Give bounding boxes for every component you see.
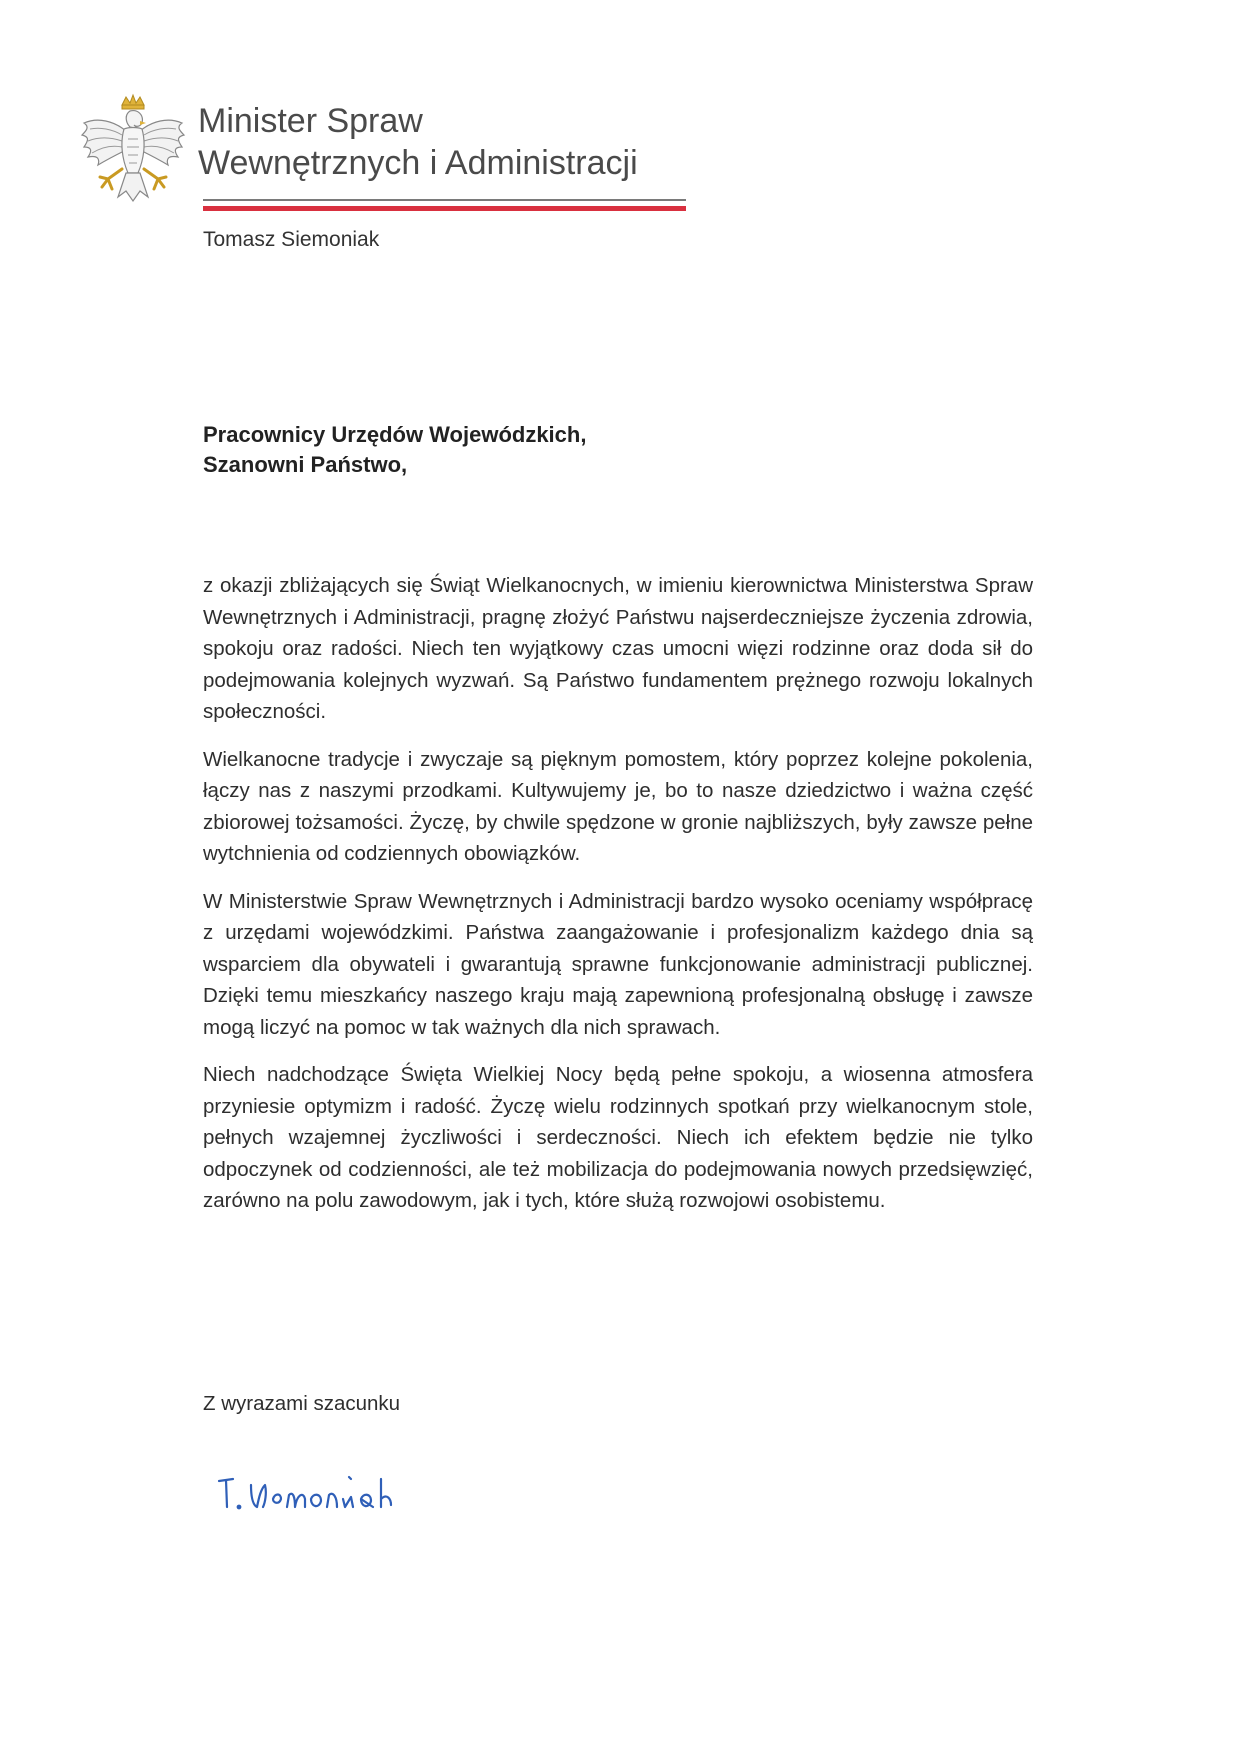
eagle-emblem-icon: [78, 93, 188, 215]
closing-text: Z wyrazami szacunku: [203, 1392, 401, 1415]
red-rule: [203, 206, 686, 211]
paragraph-1: z okazji zbliżających się Świąt Wielkanocnych, w imieniu kierownictwa Ministerstwa Spraw Wewnętrznych i Administracji, pragnę złożyć Państwu najserdeczniejsze życzenia zdrowia, spokoju oraz radości. Niech ten wyjątkowy czas umocni więzi rodzinne oraz doda sił do podejmowania kolejnych wyzwań. Są Państwo fundamentem prężnego rozwoju lokalnych społeczności.: [203, 574, 1033, 723]
flag-divider: [203, 199, 686, 211]
salutation-line1: Pracownicy Urzędów Wojewódzkich,: [203, 422, 587, 447]
paragraph-2: Wielkanocne tradycje i zwyczaje są pięknym pomostem, który poprzez kolejne pokolenia, łączy nas z naszymi przodkami. Kultywujemy je, bo to nasze dziedzictwo i ważna część zbiorowej tożsamości. Życzę, by chwile spędzone w gronie najbliższych, były zawsze pełne wytchnienia od codziennych obowiązków.: [203, 747, 1033, 865]
handwritten-signature: [215, 1455, 455, 1525]
paragraph-3: W Ministerstwie Spraw Wewnętrznych i Administracji bardzo wysoko oceniamy współpracę z urzędami wojewódzkimi. Państwa zaangażowanie i profesjonalizm każdego dnia są wsparciem dla obywateli i gwarantują sprawne funkcjonowanie administracji publicznej. Dzięki temu mieszkańcy naszego kraju mają zapewnioną profesjonalną obsługę i zawsze mogą liczyć na pomoc w tak ważnych dla nich sprawach.: [203, 889, 1033, 1039]
grey-rule: [203, 199, 686, 201]
salutation: [203, 420, 586, 480]
letter-body: [203, 570, 1033, 1233]
ministry-title: [198, 100, 638, 184]
paragraph-4: Niech nadchodzące Święta Wielkiej Nocy będą pełne spokoju, a wiosenna atmosfera przyniesie optymizm i radość. Życzę wielu rodzinnych spotkań przy wielkanocnym stole, pełnych wzajemnej życzliwości i serdeczności. Niech ich efektem będzie nie tylko odpoczynek od codzienności, ale też mobilizacja do podejmowania nowych przedsięwzięć, zarówno na polu zawodowym, jak i tych, które służą rozwojowi osobistemu.: [203, 1063, 1033, 1212]
salutation-line2: Szanowni Państwo,: [203, 452, 408, 477]
minister-name: Tomasz Siemoniak: [203, 228, 380, 251]
crown-icon: [122, 95, 144, 109]
ministry-title-line2: Wewnętrznych i Administracji: [198, 144, 638, 182]
ministry-title-line1: Minister Spraw: [198, 102, 423, 140]
